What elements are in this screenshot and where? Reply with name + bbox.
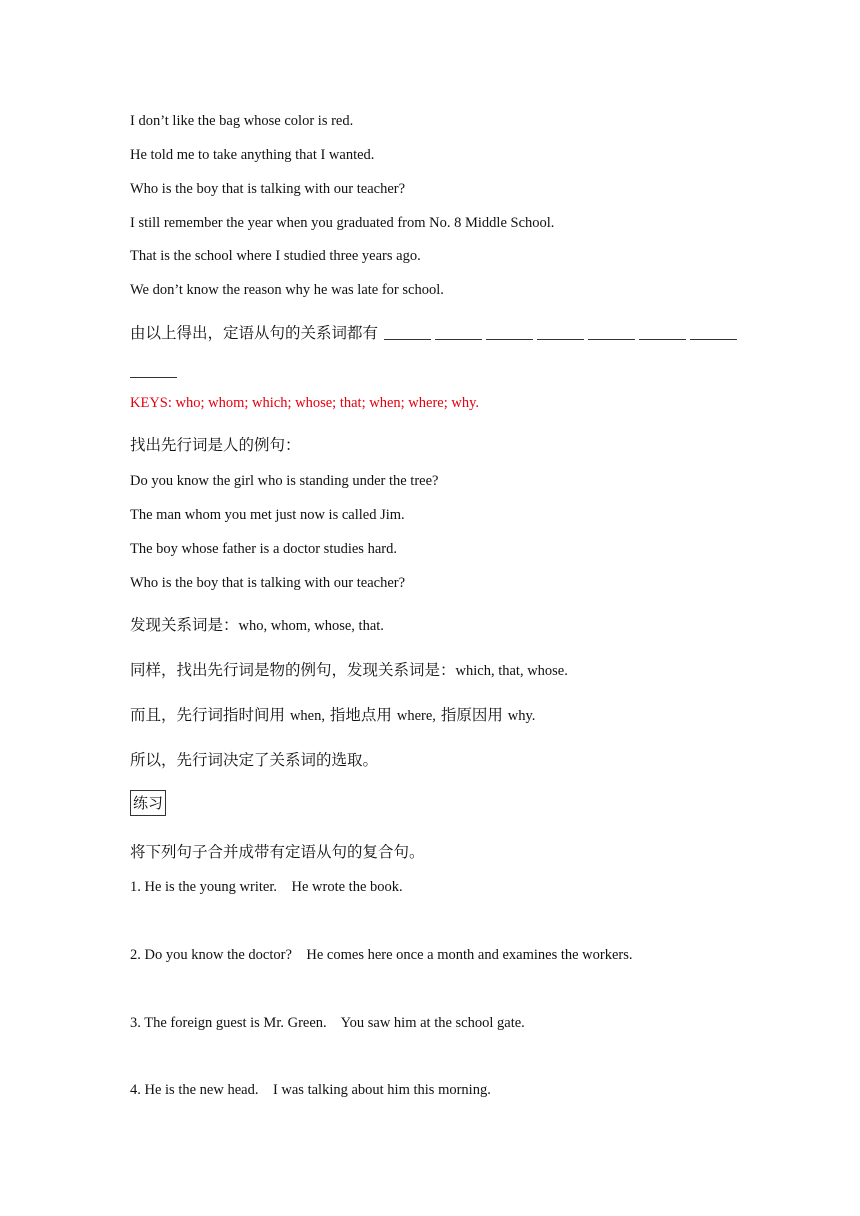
finding-words: when, — [289, 708, 325, 724]
answer-blank — [639, 338, 686, 340]
answer-blank — [588, 338, 635, 340]
example-sentence: The boy whose father is a doctor studies hard. — [130, 541, 397, 557]
answer-blank — [435, 338, 482, 340]
finding-words: why. — [507, 708, 536, 724]
exercise-item: 3. The foreign guest is Mr. Green. You saw him at the school gate. — [130, 1015, 525, 1031]
exercise-label: 练习 — [130, 790, 166, 816]
example-sentence: He told me to take anything that I wanted. — [130, 147, 375, 163]
answer-blanks — [384, 338, 737, 340]
finding-line — [130, 658, 568, 680]
answer-blank — [486, 338, 533, 340]
section-heading: 找出先行词是人的例句： — [130, 436, 301, 454]
example-sentence: Do you know the girl who is standing under the tree? — [130, 473, 439, 489]
example-sentence: The man whom you met just now is called Jim. — [130, 507, 405, 523]
finding-words: which, that, whose. — [455, 663, 568, 679]
example-sentence: I don’t like the bag whose color is red. — [130, 113, 354, 129]
conclusion-prompt: 由以上得出，定语从句的关系词都有 — [130, 324, 379, 342]
finding-line — [130, 703, 535, 725]
exercise-item: 1. He is the young writer. He wrote the book. — [130, 879, 403, 895]
example-sentence: I still remember the year when you graduated from No. 8 Middle School. — [130, 215, 555, 231]
exercise-item: 4. He is the new head. I was talking about him this morning. — [130, 1082, 491, 1098]
finding-text: 发现关系词是： — [130, 616, 239, 634]
example-sentence: That is the school where I studied three years ago. — [130, 248, 421, 264]
finding-words: who, whom, whose, that. — [238, 618, 384, 634]
exercise-instruction: 将下列句子合并成带有定语从句的复合句。 — [130, 843, 425, 861]
answer-blank — [130, 377, 177, 378]
answer-blank — [537, 338, 584, 340]
example-sentence: Who is the boy that is talking with our teacher? — [130, 181, 406, 197]
finding-line — [130, 613, 384, 635]
finding-text: 而且，先行词指时间用 — [130, 706, 290, 724]
exercise-item: 2. Do you know the doctor? He comes here once a month and examines the workers. — [130, 947, 633, 963]
finding-text: 同样，找出先行词是物的例句，发现关系词是： — [130, 661, 456, 679]
answer-keys: KEYS: who; whom; which; whose; that; when; where; why. — [130, 395, 480, 411]
finding-text: 指原因用 — [435, 706, 508, 724]
answer-blank — [690, 338, 737, 340]
finding-text: 指地点用 — [324, 706, 397, 724]
example-sentence: We don’t know the reason why he was late for school. — [130, 282, 444, 298]
answer-blank — [384, 338, 431, 340]
finding-words: where, — [396, 708, 436, 724]
finding-line: 所以，先行词决定了关系词的选取。 — [130, 751, 379, 769]
example-sentence: Who is the boy that is talking with our teacher? — [130, 575, 406, 591]
